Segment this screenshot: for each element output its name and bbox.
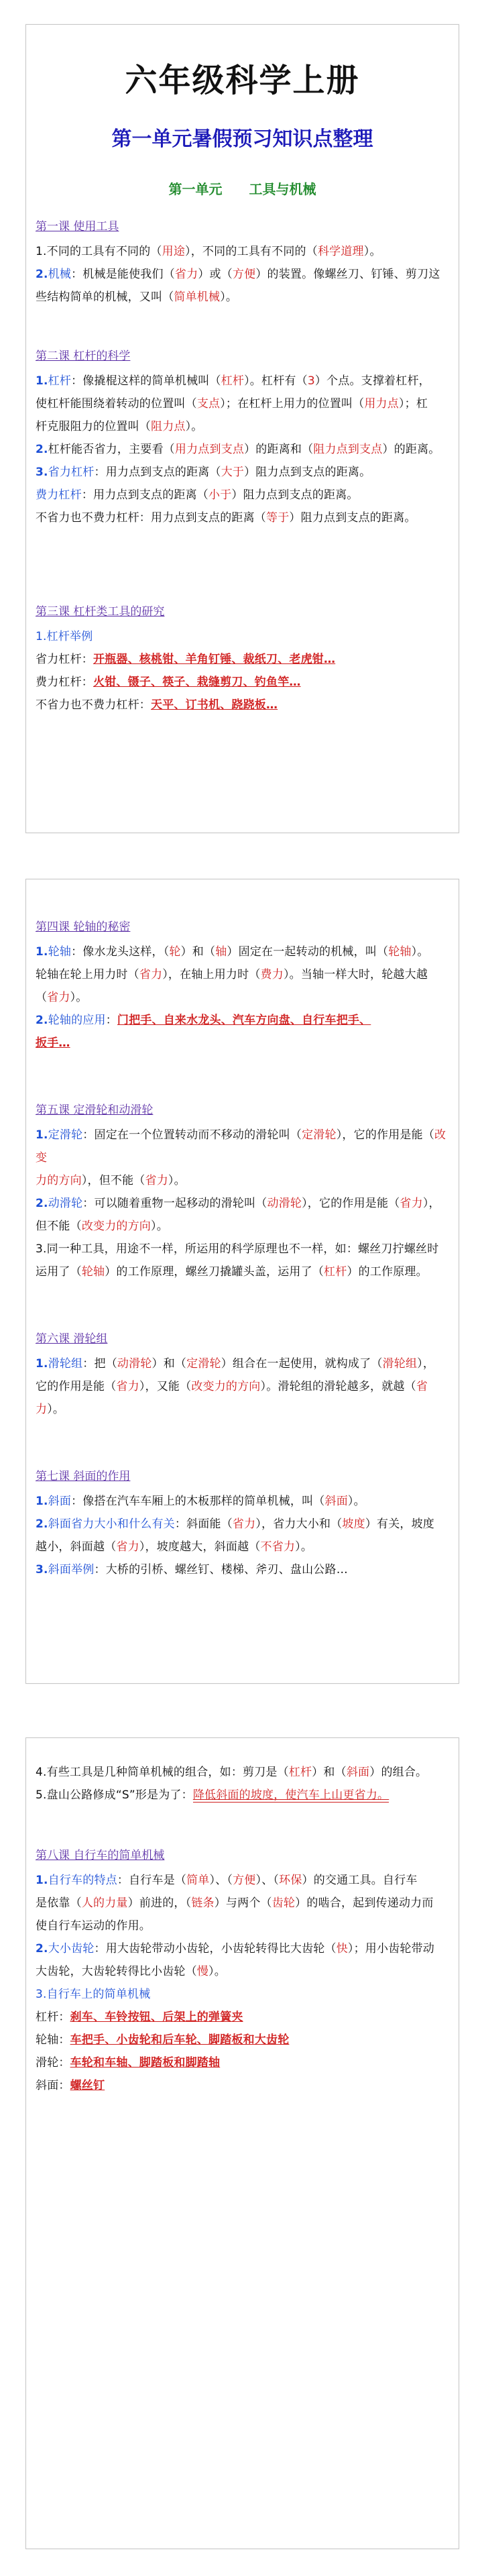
text-span: 4.有些工具是几种简单机械的组合，如：剪刀是（ (36, 1766, 289, 1779)
text-span: ）。当轴一样大时，轮越大越 (283, 968, 428, 981)
document-title: 六年级科学上册 (125, 62, 360, 99)
text-span: 运用了（ (36, 1265, 82, 1279)
answer: 力 (36, 1403, 48, 1416)
answer: 大于 (221, 466, 245, 479)
text-span: ）的组合。 (369, 1766, 428, 1779)
text-line (36, 1784, 446, 1807)
lesson-4-title: 第四课 轮轴的秘密 (36, 920, 131, 934)
item-number: 1. (36, 1874, 48, 1887)
lesson-1-title: 第一课 使用工具 (36, 220, 119, 233)
lesson-5-title: 第五课 定滑轮和动滑轮 (36, 1104, 154, 1117)
answer: 力的方向 (36, 1174, 82, 1187)
text-span: ）组合在一起使用，就构成了（ (221, 1357, 383, 1371)
answer: 用途 (162, 245, 186, 258)
text-span: ），它的作用是能（ (302, 1197, 400, 1210)
text-line (36, 1536, 446, 1558)
answer: 滑轮组 (382, 1357, 418, 1371)
text-line (36, 240, 446, 263)
text-span: ）的交通工具。自行车 (302, 1874, 418, 1887)
answer: 科学道理 (317, 245, 364, 258)
answer: 轮轴 (388, 945, 412, 959)
answer: 方便 (233, 1874, 256, 1887)
text-line (36, 2074, 446, 2097)
document-panel-3 (25, 1737, 459, 2549)
text-span: 不省力也不费力杠杆：用力点到支点的距离（ (36, 511, 266, 525)
text-span: ：可以随着重物一起移动的滑轮叫（ (82, 1197, 267, 1210)
text-span: ）和（ (312, 1766, 347, 1779)
text-line (36, 484, 446, 506)
text-span: ）；用小齿轮带动 (347, 1942, 435, 1955)
term: 斜面省力大小和什么有关 (48, 1517, 175, 1531)
subheading: 3.自行车上的简单机械 (36, 1988, 151, 2001)
text-line (36, 1375, 446, 1398)
text-span: 斜面： (36, 2079, 70, 2092)
answer: 轮 (169, 945, 181, 959)
text-line (36, 2006, 446, 2029)
text-line (36, 2029, 446, 2051)
text-span: 不同的工具有不同的（ (46, 245, 162, 258)
text-line (36, 963, 446, 986)
answer: 费力 (260, 968, 284, 981)
text-span: 但不能（ (36, 1220, 82, 1233)
text-span: ），在轴上用力时（ (162, 968, 261, 981)
item-number: 3. (36, 1563, 48, 1576)
answer: 阻力点 (151, 420, 186, 433)
text-span: 5.盘山公路修成“S”形是为了： (36, 1788, 193, 1802)
item-number: 2. (36, 1517, 48, 1531)
item-number: 2. (36, 443, 48, 456)
item-number: 2. (36, 1942, 48, 1955)
text-span: 不省力也不费力杠杆： (36, 698, 151, 712)
answer: 天平、订书机、跷跷板… (151, 698, 278, 712)
answer: 省力 (116, 1540, 139, 1554)
text-span: ）的啮合，起到传递动力而 (295, 1896, 434, 1910)
answer: 省力 (400, 1197, 423, 1210)
text-span: ）。 (151, 1220, 168, 1233)
subheading: 1.杠杆举例 (36, 630, 93, 643)
text-span: ）或（ (198, 268, 233, 281)
answer: 链条 (191, 1896, 215, 1910)
item-number: 1. (36, 1495, 48, 1508)
term: 动滑轮 (48, 1197, 83, 1210)
text-line (36, 1009, 446, 1032)
answer: 支点 (196, 397, 221, 411)
text-span: 些结构简单的机械，又叫（ (36, 290, 174, 304)
text-line (36, 1032, 446, 1055)
text-span: 滑轮： (36, 2056, 70, 2070)
answer: 车轮和车轴、脚踏板和脚踏轴 (70, 2056, 221, 2070)
text-span: （ (36, 991, 48, 1004)
answer: 杠杆 (221, 374, 245, 388)
text-span: ：固定在一个位置转动而不移动的滑轮叫（ (82, 1128, 302, 1142)
text-line (36, 1869, 446, 1892)
panel-3-content (26, 1738, 459, 2097)
text-span: ：用大齿轮带动小齿轮，小齿轮转得比大齿轮（ (94, 1942, 337, 1955)
text-line (36, 986, 446, 1009)
answer: 省力 (174, 268, 198, 281)
answer: 方便 (232, 268, 256, 281)
document-subtitle: 第一单元暑假预习知识点整理 (111, 127, 373, 151)
answer: 等于 (266, 511, 290, 525)
text-span: ：把（ (82, 1357, 117, 1371)
term: 杠杆 (48, 374, 72, 388)
answer: 用力点 (364, 397, 399, 411)
answer: 斜面 (324, 1495, 348, 1508)
text-span: ：自行车是（ (117, 1874, 187, 1887)
text-span: ）和（ (180, 945, 216, 959)
answer: 开瓶器、核桃钳、羊角钉锤、裁纸刀、老虎钳… (93, 653, 336, 666)
text-line (36, 1238, 446, 1260)
text-span: ）。 (220, 290, 238, 304)
text-line (36, 671, 446, 694)
text-span: ）阻力点到支点的距离。 (244, 466, 371, 479)
item-number: 2. (36, 1014, 48, 1027)
text-line (36, 1513, 446, 1536)
text-line (36, 694, 446, 716)
answer: 螺丝钉 (70, 2079, 105, 2092)
text-span: ）的工作原理。 (347, 1265, 428, 1279)
text-span: ）阻力点到支点的距离。 (231, 488, 359, 502)
text-span: ）、（ (209, 1874, 233, 1887)
term: 省力杠杆 (48, 466, 95, 479)
answer: 杠杆 (324, 1265, 347, 1279)
answer: 扳手… (36, 1036, 70, 1050)
term: 斜面 (48, 1495, 72, 1508)
text-line (36, 941, 446, 963)
panel-2-content (26, 879, 459, 1581)
text-span: ）；在杠杆上用力的位置叫（ (220, 397, 365, 411)
text-span: ）个点。支撑着杠杆， (314, 374, 430, 388)
answer: 轮轴 (81, 1265, 105, 1279)
text-span: ）的装置。像螺丝刀、钉锤、剪刀这 (255, 268, 440, 281)
unit-heading: 第一单元 工具与机械 (168, 181, 316, 197)
text-line (36, 1490, 446, 1513)
text-line (36, 415, 446, 438)
answer: 简单 (186, 1874, 210, 1887)
text-span: 大齿轮，大齿轮转得比小齿轮（ (36, 1965, 197, 1978)
text-span: ）。 (208, 1965, 226, 1978)
text-span: ）。 (168, 1174, 186, 1187)
answer: 坡度 (342, 1517, 365, 1531)
text-span: 轮轴在轮上用力时（ (36, 968, 139, 981)
text-span: ），省力大小和（ (255, 1517, 343, 1531)
text-line (36, 1352, 446, 1375)
item-number: 3. (36, 466, 48, 479)
item-number: 2. (36, 268, 48, 281)
document-panel-1 (25, 24, 459, 833)
text-span: 它的作用是能（ (36, 1380, 117, 1393)
text-span: ）的距离和（ (244, 443, 314, 456)
text-span: ）。 (47, 1403, 65, 1416)
answer: 简单机械 (174, 290, 221, 304)
text-span: ），又能（ (139, 1380, 192, 1393)
answer: 轴 (215, 945, 227, 959)
text-line (36, 1398, 446, 1421)
text-span: ：斜面能（ (174, 1517, 233, 1531)
text-line (36, 1124, 446, 1169)
text-span: ），坡度越大，斜面越（ (139, 1540, 261, 1554)
text-span: ：用力点到支点的距离（ (94, 466, 221, 479)
text-span: ）。 (347, 1495, 365, 1508)
document-panel-2 (25, 879, 459, 1684)
answer: 小于 (208, 488, 232, 502)
lesson-6-title: 第六课 滑轮组 (36, 1332, 108, 1346)
text-span: ）， (417, 1357, 435, 1371)
text-line (36, 1192, 446, 1215)
text-span: ）与两个（ (214, 1896, 272, 1910)
text-line (36, 1937, 446, 1960)
text-span: ： (105, 1014, 117, 1027)
text-span: ）和（ (152, 1357, 187, 1371)
text-span: ）。滑轮组的滑轮越多，就越（ (260, 1380, 416, 1393)
term: 滑轮组 (48, 1357, 83, 1371)
text-span: ：像撬棍这样的简单机械叫（ (71, 374, 221, 388)
term: 费力杠杆 (36, 488, 82, 502)
answer: 不省力 (260, 1540, 296, 1554)
text-line (36, 1761, 446, 1784)
text-span: ：大桥的引桥、螺丝钉、楼梯、斧刃、盘山公路… (94, 1563, 348, 1576)
answer: 省 (416, 1380, 428, 1393)
text-line (36, 263, 446, 286)
text-line (36, 1558, 446, 1581)
text-span: 费力杠杆： (36, 676, 93, 689)
answer: 改变力的方向 (81, 1220, 152, 1233)
text-line (36, 438, 446, 461)
text-span: ）固定在一起转动的机械，叫（ (227, 945, 389, 959)
text-span: ）。杠杆有（ (244, 374, 308, 388)
item-number: 1. (36, 374, 48, 388)
answer: 改变力的方向 (191, 1380, 261, 1393)
item-number: 1. (36, 945, 48, 959)
text-span: 杠杆： (36, 2010, 70, 2024)
answer: 省力 (139, 968, 163, 981)
answer: 省力 (232, 1517, 256, 1531)
text-line (36, 392, 446, 415)
term: 机械 (48, 268, 72, 281)
lesson-2-title: 第二课 杠杆的科学 (36, 350, 131, 363)
text-span: 杠杆能否省力，主要看（ (48, 443, 175, 456)
answer: 用力点到支点 (174, 443, 245, 456)
term: 轮轴的应用 (48, 1014, 106, 1027)
answer: 门把手、自来水龙头、汽车方向盘、自行车把手、 (117, 1014, 371, 1027)
answer: 3 (307, 374, 315, 388)
answer: 定滑轮 (302, 1128, 337, 1142)
text-line (36, 1915, 446, 1937)
panel-1-content (26, 198, 459, 716)
text-span: ）的距离。 (382, 443, 440, 456)
text-line (36, 370, 446, 392)
lesson-7-title: 第七课 斜面的作用 (36, 1470, 131, 1483)
text-span: ）前进的，（ (127, 1896, 192, 1910)
text-line (36, 286, 446, 309)
answer: 动滑轮 (267, 1197, 302, 1210)
text-line (36, 1983, 446, 2006)
term: 轮轴 (48, 945, 72, 959)
answer: 环保 (279, 1874, 302, 1887)
item-number: 1. (36, 1128, 48, 1142)
text-span: ：像水龙头这样，（ (71, 945, 170, 959)
answer: 省力 (145, 1174, 168, 1187)
text-span: ）。 (185, 420, 203, 433)
text-span: ）、（ (255, 1874, 280, 1887)
answer: 改变 (36, 1128, 446, 1165)
text-span: ）， (422, 1197, 440, 1210)
answer: 车把手、小齿轮和后车轮、脚踏板和大齿轮 (70, 2033, 290, 2047)
text-span: 3.同一种工具，用途不一样，所运用的科学原理也不一样，如：螺丝刀拧螺丝时 (36, 1242, 439, 1256)
text-line (36, 648, 446, 671)
answer: 刹车、车铃按钮、后架上的弹簧夹 (70, 2010, 243, 2024)
text-line (36, 461, 446, 484)
text-span: 越小，斜面越（ (36, 1540, 117, 1554)
text-line (36, 506, 446, 529)
text-line (36, 1169, 446, 1192)
text-span: ）；杠 (398, 397, 428, 411)
text-span: ）阻力点到支点的距离。 (289, 511, 416, 525)
lesson-8-title: 第八课 自行车的简单机械 (36, 1849, 165, 1862)
text-span: 省力杠杆： (36, 653, 93, 666)
text-span: ），它的作用是能（ (336, 1128, 435, 1142)
text-span: 1. (36, 245, 47, 258)
answer: 动滑轮 (117, 1357, 152, 1371)
text-span: 杆克服阻力的位置叫（ (36, 420, 151, 433)
answer: 定滑轮 (186, 1357, 221, 1371)
text-span: ：用力点到支点的距离（ (81, 488, 209, 502)
text-line (36, 1960, 446, 1983)
text-span: ），不同的工具有不同的（ (185, 245, 318, 258)
answer: 火钳、镊子、筷子、栽缝剪刀、钓鱼竿… (93, 676, 301, 689)
term: 斜面举例 (48, 1563, 95, 1576)
text-span: 轮轴： (36, 2033, 70, 2047)
text-line (36, 625, 446, 648)
answer: 省力 (116, 1380, 139, 1393)
text-span: ）。 (411, 945, 429, 959)
text-span: 使自行车运动的作用。 (36, 1919, 151, 1933)
text-line (36, 1892, 446, 1915)
text-span: ），但不能（ (81, 1174, 145, 1187)
term: 定滑轮 (48, 1128, 83, 1142)
item-number: 2. (36, 1197, 48, 1210)
text-line (36, 1260, 446, 1283)
term: 自行车的特点 (48, 1874, 117, 1887)
answer: 省力 (47, 991, 70, 1004)
text-span: ）的工作原理，螺丝刀撬罐头盖，运用了（ (105, 1265, 324, 1279)
text-line (36, 2051, 446, 2074)
answer: 慢 (196, 1965, 209, 1978)
answer: 杠杆 (288, 1766, 312, 1779)
text-span: 是依靠（ (36, 1896, 82, 1910)
term: 大小齿轮 (48, 1942, 95, 1955)
answer: 阻力点到支点 (313, 443, 383, 456)
text-span: ：像搭在汽车车厢上的木板那样的简单机械，叫（ (71, 1495, 325, 1508)
answer: 降低斜面的坡度，使汽车上山更省力。 (192, 1788, 389, 1802)
text-span: ）。 (295, 1540, 313, 1554)
text-span: ：机械是能使我们（ (71, 268, 175, 281)
answer: 齿轮 (272, 1896, 296, 1910)
answer: 斜面 (346, 1766, 370, 1779)
answer: 快 (336, 1942, 348, 1955)
text-span: 使杠杆能围绕着转动的位置叫（ (36, 397, 197, 411)
text-line (36, 1215, 446, 1238)
text-span: ）有关，坡度 (365, 1517, 435, 1531)
item-number: 1. (36, 1357, 48, 1371)
lesson-3-title: 第三课 杠杆类工具的研究 (36, 605, 165, 619)
text-span: ）。 (363, 245, 381, 258)
text-span: ）。 (70, 991, 88, 1004)
answer: 人的力量 (81, 1896, 128, 1910)
